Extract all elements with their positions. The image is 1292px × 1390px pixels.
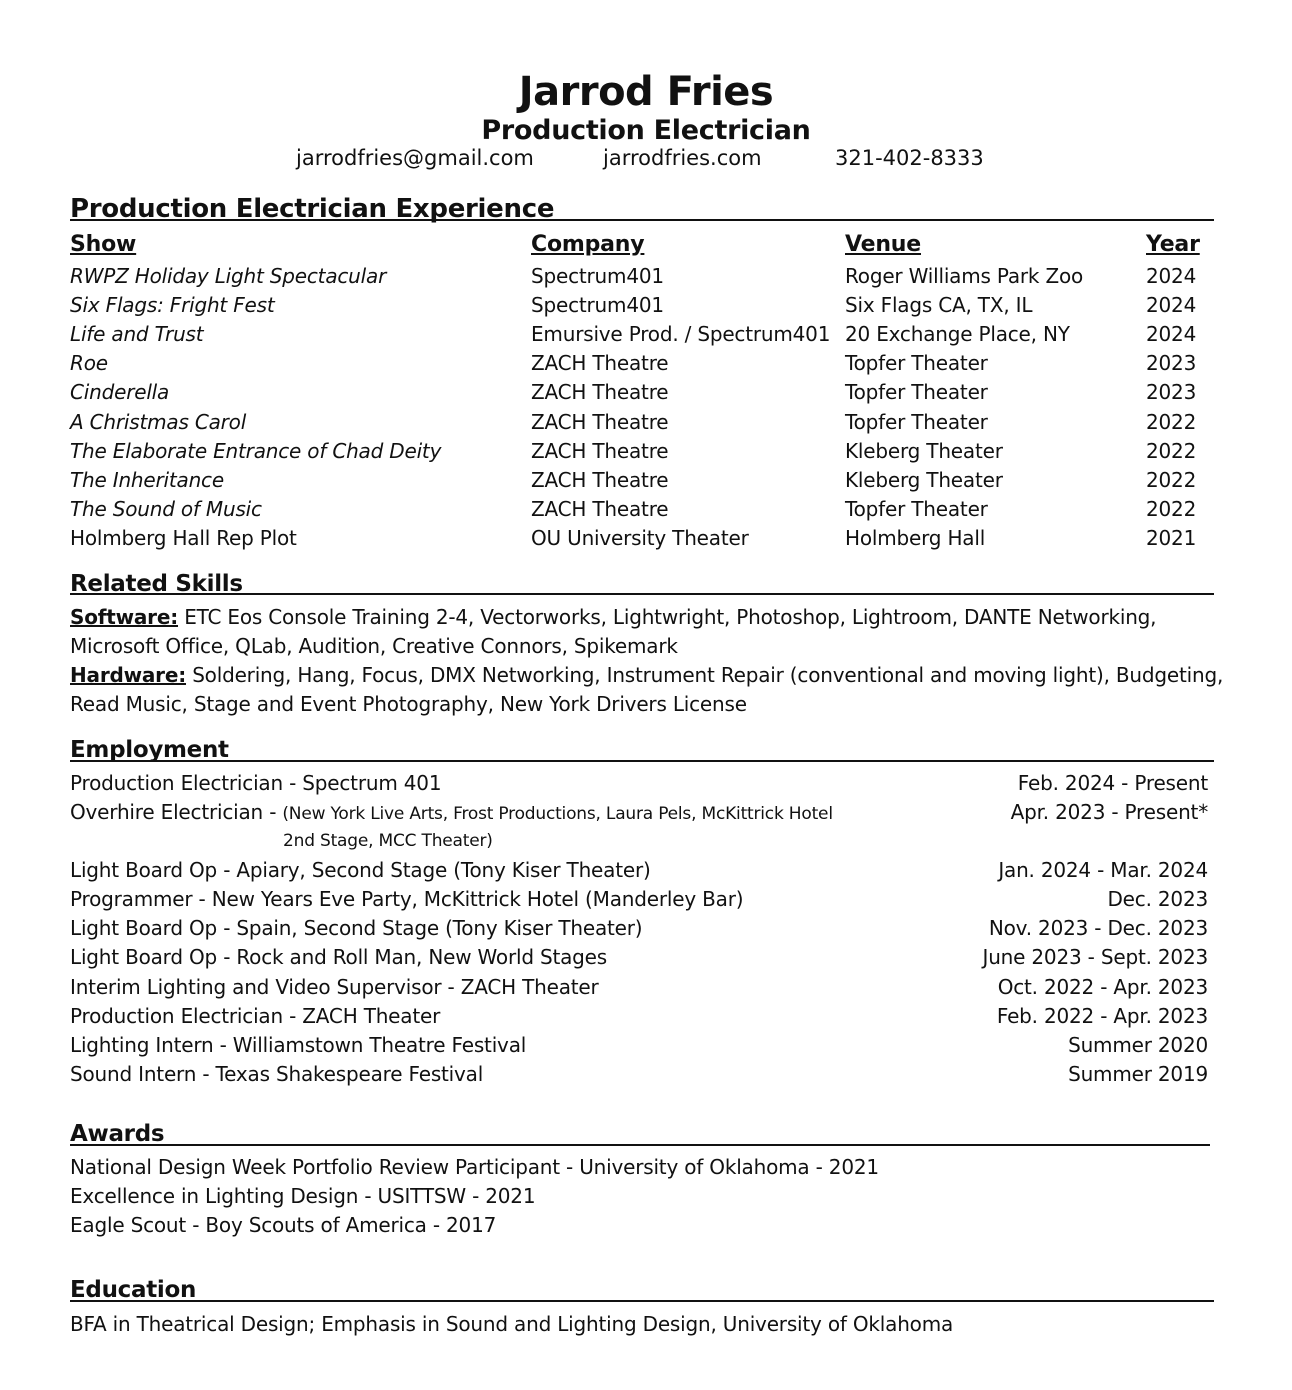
awards-section-title: Awards [70, 1121, 165, 1147]
hardware-label: Hardware: [70, 663, 187, 687]
exp-venue-cell: Roger Williams Park Zoo [845, 264, 1084, 288]
exp-venue-cell: Topfer Theater [845, 410, 988, 434]
employment-role-text: Production Electrician - Spectrum 401 [70, 771, 442, 795]
resume-name: Jarrod Fries [518, 69, 774, 115]
exp-company-cell: Emursive Prod. / Spectrum401 [531, 322, 831, 346]
exp-company-cell: ZACH Theatre [531, 380, 669, 404]
employment-section-title: Employment [70, 737, 229, 763]
awards-rule [70, 1144, 1210, 1146]
employment-role [70, 944, 607, 970]
exp-venue-cell: Topfer Theater [845, 380, 988, 404]
employment-role [70, 886, 743, 912]
employment-role-detail-cont: 2nd Stage, MCC Theater) [283, 831, 493, 851]
employment-date: Jan. 2024 - Mar. 2024 [998, 858, 1208, 882]
exp-year-cell: 2021 [1146, 526, 1197, 550]
exp-show-cell: A Christmas Carol [70, 410, 247, 434]
exp-year-cell: 2022 [1146, 439, 1197, 463]
employment-date: Summer 2020 [1068, 1033, 1208, 1057]
exp-company-cell: ZACH Theatre [531, 351, 669, 375]
exp-venue-cell: Holmberg Hall [845, 526, 986, 550]
exp-venue-cell: Topfer Theater [845, 351, 988, 375]
exp-year-cell: 2023 [1146, 380, 1197, 404]
exp-show-cell: Holmberg Hall Rep Plot [70, 526, 297, 550]
award-item: National Design Week Portfolio Review Participant - University of Oklahoma - 2021 [70, 1155, 879, 1179]
award-item: Excellence in Lighting Design - USITTSW - 2021 [70, 1184, 536, 1208]
employment-role-text: Lighting Intern - Williamstown Theatre Festival [70, 1033, 527, 1057]
experience-section-title: Production Electrician Experience [70, 194, 555, 224]
employment-date: Feb. 2024 - Present [1017, 771, 1208, 795]
employment-rule [70, 760, 1214, 762]
employment-role-text: Production Electrician - ZACH Theater [70, 1004, 441, 1028]
exp-show-cell: Six Flags: Fright Fest [70, 293, 275, 317]
education-section-title: Education [70, 1277, 197, 1303]
employment-role-text: Light Board Op - Apiary, Second Stage (Tony Kiser Theater) [70, 858, 651, 882]
col-header-year: Year [1146, 232, 1200, 257]
employment-role-text: Interim Lighting and Video Supervisor - ZACH Theater [70, 975, 599, 999]
contact-phone: 321-402-8333 [835, 146, 984, 170]
skills-rule [70, 593, 1214, 595]
employment-date: June 2023 - Sept. 2023 [982, 945, 1208, 969]
exp-company-cell: ZACH Theatre [531, 439, 669, 463]
exp-show-cell: Cinderella [70, 380, 170, 404]
col-header-venue: Venue [845, 232, 921, 257]
employment-role [70, 1003, 440, 1029]
exp-company-cell: Spectrum401 [531, 293, 664, 317]
employment-role [70, 799, 833, 826]
employment-role [70, 974, 599, 1000]
employment-role [70, 770, 441, 796]
employment-role-detail: (New York Live Arts, Frost Productions, Laura Pels, McKittrick Hotel [282, 804, 833, 824]
exp-year-cell: 2022 [1146, 468, 1197, 492]
employment-role [70, 857, 651, 883]
exp-year-cell: 2024 [1146, 293, 1197, 317]
exp-year-cell: 2023 [1146, 351, 1197, 375]
hardware-list-1: Soldering, Hang, Focus, DMX Networking, Instrument Repair (conventional and moving light), Budgeting, [192, 663, 1224, 687]
resume-role: Production Electrician [481, 115, 811, 146]
exp-company-cell: ZACH Theatre [531, 410, 669, 434]
exp-show-cell: The Sound of Music [70, 497, 262, 521]
employment-date: Nov. 2023 - Dec. 2023 [988, 916, 1208, 940]
exp-company-cell: ZACH Theatre [531, 497, 669, 521]
exp-year-cell: 2024 [1146, 264, 1197, 288]
employment-date: Oct. 2022 - Apr. 2023 [997, 975, 1208, 999]
hardware-skills-line [70, 662, 1223, 688]
employment-role-text: Light Board Op - Rock and Roll Man, New World Stages [70, 945, 608, 969]
software-label: Software: [70, 605, 179, 629]
col-header-company: Company [531, 232, 645, 257]
exp-show-cell: RWPZ Holiday Light Spectacular [70, 264, 387, 288]
hardware-list-2: Read Music, Stage and Event Photography, New York Drivers License [70, 692, 747, 716]
employment-role [70, 915, 642, 941]
software-list-2: Microsoft Office, QLab, Audition, Creative Connors, Spikemark [70, 634, 678, 658]
employment-date: Summer 2019 [1068, 1062, 1208, 1086]
exp-venue-cell: Six Flags CA, TX, IL [845, 293, 1033, 317]
exp-company-cell: ZACH Theatre [531, 468, 669, 492]
employment-role-text: Sound Intern - Texas Shakespeare Festival [70, 1062, 484, 1086]
exp-show-cell: Life and Trust [70, 322, 204, 346]
employment-role-text: Overhire Electrician - [70, 800, 283, 824]
exp-venue-cell: Topfer Theater [845, 497, 988, 521]
software-list-1: ETC Eos Console Training 2-4, Vectorworks, Lightwright, Photoshop, Lightroom, DANTE Networking, [184, 605, 1157, 629]
contact-email: jarrodfries@gmail.com [296, 146, 534, 170]
employment-role [70, 1032, 526, 1058]
skills-section-title: Related Skills [70, 571, 243, 597]
exp-venue-cell: Kleberg Theater [845, 439, 1003, 463]
col-header-show: Show [70, 232, 137, 257]
employment-role-text: Programmer - New Years Eve Party, McKittrick Hotel (Manderley Bar) [70, 887, 744, 911]
exp-company-cell: OU University Theater [531, 526, 749, 550]
education-rule [70, 1300, 1214, 1302]
exp-company-cell: Spectrum401 [531, 264, 664, 288]
exp-show-cell: Roe [70, 351, 108, 375]
exp-show-cell: The Elaborate Entrance of Chad Deity [70, 439, 442, 463]
employment-date: Apr. 2023 - Present* [1010, 800, 1208, 824]
contact-website: jarrodfries.com [603, 146, 762, 170]
education-line: BFA in Theatrical Design; Emphasis in Sound and Lighting Design, University of Oklahoma [70, 1312, 954, 1336]
exp-year-cell: 2024 [1146, 322, 1197, 346]
exp-venue-cell: 20 Exchange Place, NY [845, 322, 1070, 346]
experience-rule [70, 219, 1214, 221]
exp-venue-cell: Kleberg Theater [845, 468, 1003, 492]
employment-role-text: Light Board Op - Spain, Second Stage (Tony Kiser Theater) [70, 916, 643, 940]
employment-date: Dec. 2023 [1107, 887, 1208, 911]
software-skills-line [70, 604, 1156, 630]
exp-show-cell: The Inheritance [70, 468, 224, 492]
employment-role [70, 1061, 483, 1087]
award-item: Eagle Scout - Boy Scouts of America - 2017 [70, 1213, 497, 1237]
exp-year-cell: 2022 [1146, 497, 1197, 521]
exp-year-cell: 2022 [1146, 410, 1197, 434]
employment-date: Feb. 2022 - Apr. 2023 [996, 1004, 1208, 1028]
